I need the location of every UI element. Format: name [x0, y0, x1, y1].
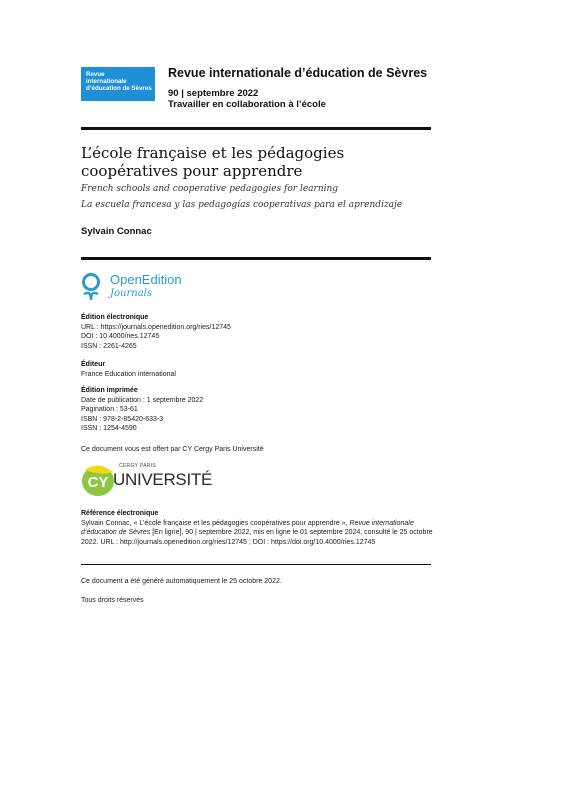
publisher-block [81, 360, 176, 379]
electronic-edition-issn: ISSN : 2261-4265 [81, 342, 137, 350]
openedition-logo-circle [84, 275, 99, 290]
electronic-reference-heading: Référence électronique [81, 510, 159, 517]
cy-logo-subtitle: CERGY PARIS [119, 463, 157, 469]
openedition-logo-leaf [84, 293, 98, 300]
print-edition-block [81, 386, 203, 434]
openedition-journals: Journals [110, 288, 152, 299]
journal-logo-line-3: d’éducation de Sèvres [86, 85, 152, 93]
journal-logo-line-1: Revue [86, 71, 105, 78]
cy-logo-university: UNIVERSITÉ [113, 470, 213, 489]
article-title-english: French schools and cooperative pedagogies for learning [81, 184, 339, 194]
publication-date: Date de publication : 1 septembre 2022 [81, 396, 204, 404]
reference-part-2: [En ligne], 90 | septembre 2022, mis en ligne le 01 septembre 2024, consulté le 25 octobre 2022. URL : http://journals.openedition.org/ries/12745 ; DOI : https://doi.org/10.4000/ries.12745 [81, 529, 433, 546]
electronic-edition-url[interactable]: URL : https://journals.openedition.org/ries/12745 [81, 323, 231, 331]
generated-note: Ce document a été généré automatiquement le 25 octobre 2022. [81, 578, 282, 585]
header-divider [81, 127, 431, 130]
reference-journal-title: Revue internationale d’éducation de Sèvres [81, 519, 414, 536]
openedition-name: OpenEdition [110, 272, 182, 287]
isbn: ISBN : 978-2-85420-633-3 [81, 415, 164, 423]
electronic-edition-block [81, 313, 231, 351]
pagination: Pagination : 53-61 [81, 406, 138, 413]
article-title-spanish: La escuela francesa y las pedagogías cooperativas para el aprendizaje [81, 200, 403, 210]
journal-logo [81, 67, 155, 101]
offered-by-note: Ce document vous est offert par CY Cergy Paris Université [81, 446, 264, 453]
journal-logo-line-2: internationale [86, 78, 127, 86]
rights-note: Tous droits réservés [81, 597, 144, 604]
issue-theme: Travailler en collaboration à l’école [168, 99, 326, 110]
title-divider [81, 257, 431, 260]
issue-info [168, 88, 326, 110]
cy-logo-mark: CY [87, 474, 109, 491]
electronic-edition-doi: DOI : 10.4000/ries.12745 [81, 333, 160, 340]
print-edition-heading: Édition imprimée [81, 387, 138, 394]
publisher-name: France Education international [81, 370, 176, 378]
electronic-edition-heading: Édition électronique [81, 314, 149, 321]
journal-title: Revue internationale d’éducation de Sèvres [168, 66, 428, 80]
electronic-reference [81, 509, 433, 547]
print-issn: ISSN : 1254-4590 [81, 425, 137, 432]
footer-divider [81, 564, 431, 565]
article-author: Sylvain Connac [81, 226, 152, 237]
reference-part-1: Sylvain Connac, « L’école française et les pédagogies coopératives pour apprendre », [81, 519, 350, 527]
issue-number: 90 | septembre 2022 [168, 88, 259, 99]
publisher-heading: Éditeur [81, 361, 106, 368]
article-title: L’école française et les pédagogies coopératives pour apprendre [81, 144, 345, 180]
